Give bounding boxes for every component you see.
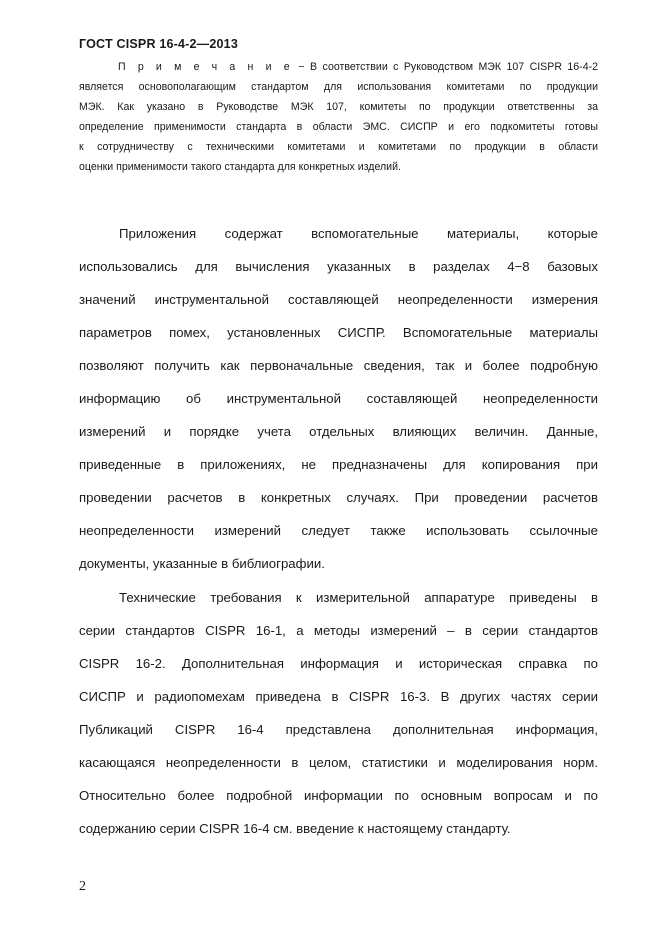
note-line [79, 58, 598, 78]
note-line: МЭК. Как указано в Руководстве МЭК 107, комитеты по продукции ответственны за [79, 100, 598, 113]
note-label: П р и м е ч а н и е [118, 61, 294, 73]
note-dash: − [293, 61, 311, 73]
paragraph-line: содержанию серии CISPR 16-4 см. введение к настоящему стандарту. [79, 820, 511, 836]
note-line: определение применимости стандарта в области ЭМС. СИСПР и его подкомитеты готовы [79, 120, 598, 133]
paragraph-line: Публикаций CISPR 16-4 представлена дополнительная информация, [79, 721, 598, 737]
paragraph-line: CISPR 16-2. Дополнительная информация и историческая справка по [79, 655, 598, 671]
paragraph-line: значений инструментальной составляющей неопределенности измерения [79, 292, 598, 308]
paragraph-line: Относительно более подробной информации по основным вопросам и по [79, 787, 598, 803]
paragraph-line: неопределенности измерений следует также использовать ссылочные [79, 523, 598, 539]
body-text [79, 217, 598, 845]
note-line-text: В соответствии с Руководством МЭК 107 CISPR 16-4-2 [310, 61, 599, 73]
note-line: является основополагающим стандартом для использования комитетами по продукции [79, 80, 598, 93]
paragraph-line: использовались для вычисления указанных в разделах 4−8 базовых [79, 259, 598, 275]
paragraph-line: информацию об инструментальной составляющей неопределенности [79, 391, 598, 407]
note-line: к сотрудничеству с техническими комитетами и комитетами по продукции в области [79, 140, 598, 153]
page-number: 2 [79, 879, 86, 894]
paragraph-line: Приложения содержат вспомогательные материалы, которые [119, 226, 598, 241]
paragraph-appendices [79, 217, 598, 581]
paragraph-line: приведенные в приложениях, не предназначены для копирования при [79, 457, 598, 473]
paragraph-line: СИСПР и радиопомехам приведена в CISPR 16-3. В других частях серии [79, 688, 598, 704]
paragraph-line: позволяют получить как первоначальные сведения, так и более подробную [79, 358, 598, 374]
paragraph-line: измерений и порядке учета отдельных влияющих величин. Данные, [79, 424, 598, 440]
document-header: ГОСТ CISPR 16-4-2—2013 [79, 37, 238, 51]
paragraph-requirements [79, 581, 598, 845]
paragraph-line: проведении расчетов в конкретных случаях. При проведении расчетов [79, 490, 598, 506]
paragraph-line: серии стандартов CISPR 16-1, а методы измерений – в серии стандартов [79, 622, 598, 638]
note-block [79, 58, 598, 177]
paragraph-line: Технические требования к измерительной аппаратуре приведены в [119, 589, 598, 605]
note-line: оценки применимости такого стандарта для конкретных изделий. [79, 160, 401, 173]
paragraph-line: документы, указанные в библиографии. [79, 556, 325, 572]
paragraph-line: касающаяся неопределенности в целом, статистики и моделирования норм. [79, 754, 598, 770]
paragraph-line: параметров помех, установленных СИСПР. Вспомогательные материалы [79, 325, 598, 341]
